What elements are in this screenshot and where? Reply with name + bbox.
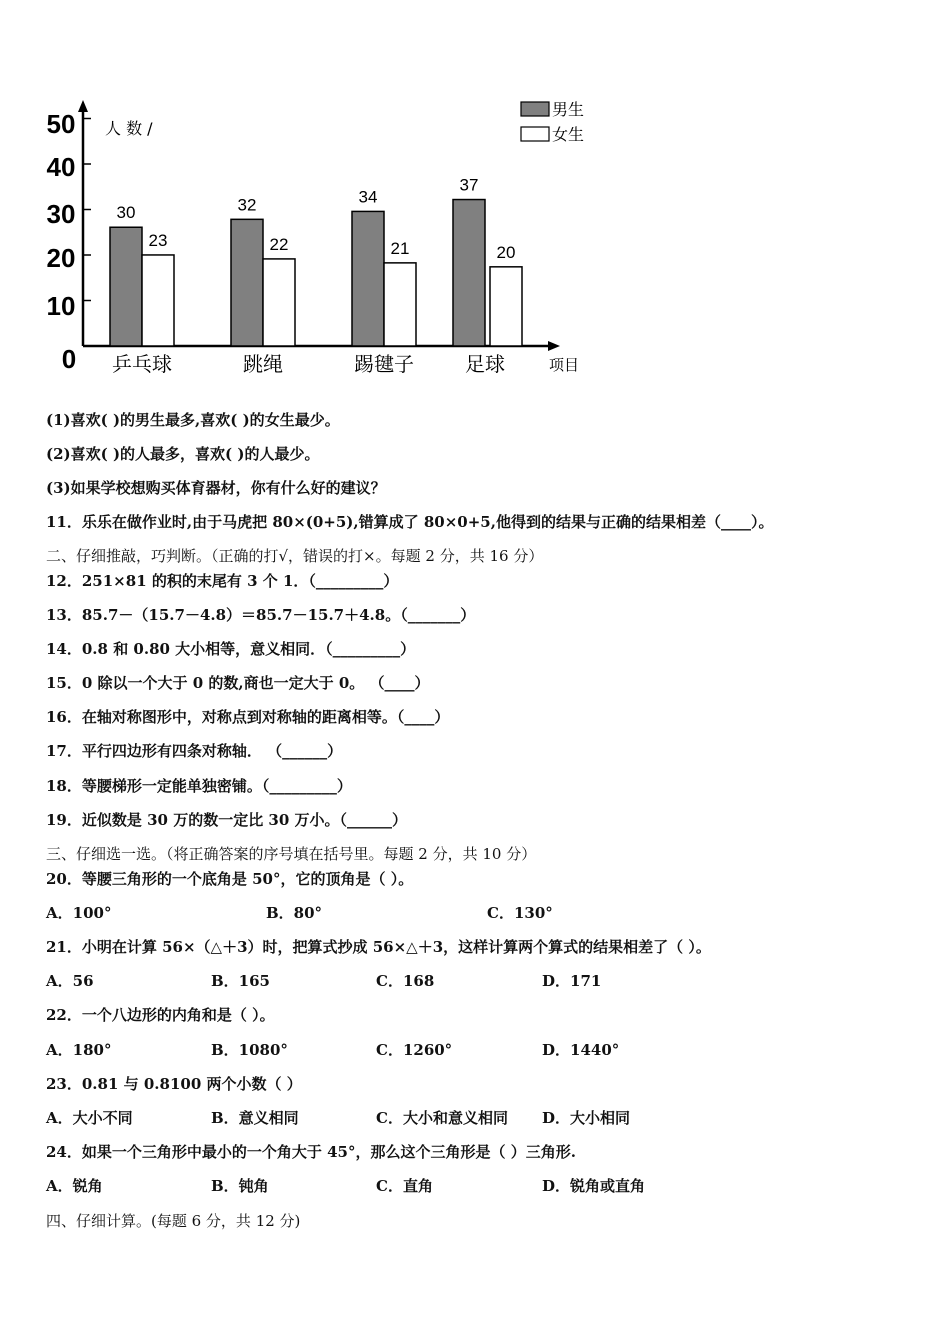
question-line: 24．如果一个三角形中最小的一个角大于 45°，那么这个三角形是（ ）三角形. bbox=[46, 1143, 576, 1161]
y-tick-label: 40 bbox=[46, 152, 76, 182]
option-d: D．大小相同 bbox=[542, 1109, 631, 1127]
bar-value-label: 22 bbox=[269, 234, 289, 254]
question-line: 22．一个八边形的内角和是（ ）。 bbox=[46, 1006, 275, 1024]
option-c: C．168 bbox=[376, 972, 435, 990]
y-axis-arrow bbox=[78, 100, 88, 112]
bar-value-label: 21 bbox=[390, 238, 410, 258]
y-tick-label: 30 bbox=[46, 199, 76, 229]
bar-girls bbox=[263, 259, 295, 346]
bar-girls bbox=[384, 263, 416, 346]
question-line: (2)喜欢( )的人最多，喜欢( )的人最少。 bbox=[46, 445, 320, 463]
bar-value-label: 32 bbox=[237, 195, 257, 215]
category-label: 踢毽子 bbox=[354, 352, 414, 376]
question-line: 13．85.7－（15.7－4.8）＝85.7－15.7＋4.8。（_______） bbox=[46, 606, 476, 624]
option-b: B．1080° bbox=[211, 1041, 288, 1059]
option-c: C．大小和意义相同 bbox=[376, 1109, 508, 1127]
option-c: C．直角 bbox=[376, 1177, 433, 1195]
option-d: D．1440° bbox=[542, 1041, 620, 1059]
option-b: B．80° bbox=[266, 904, 323, 922]
legend-swatch bbox=[521, 127, 549, 141]
category-label: 足球 bbox=[465, 352, 505, 376]
bar-girls bbox=[142, 255, 174, 346]
section-heading: 三、仔细选一选。（将正确答案的序号填在括号里。每题 2 分，共 10 分） bbox=[46, 845, 537, 863]
option-b: B．钝角 bbox=[211, 1177, 269, 1195]
section-heading: 四、仔细计算。(每题 6 分，共 12 分) bbox=[46, 1212, 301, 1230]
question-line: 19．近似数是 30 万的数一定比 30 万小。（______） bbox=[46, 811, 408, 829]
option-d: D．171 bbox=[542, 972, 602, 990]
bar-boys bbox=[352, 211, 384, 346]
bar-girls bbox=[490, 267, 522, 346]
option-b: B．意义相同 bbox=[211, 1109, 299, 1127]
bar-value-label: 20 bbox=[496, 242, 516, 262]
category-label: 跳绳 bbox=[243, 352, 283, 376]
question-line: 12．251×81 的积的末尾有 3 个 1．（_________） bbox=[46, 572, 399, 590]
bar-value-label: 37 bbox=[459, 175, 479, 195]
question-line: 23．0.81 与 0.8100 两个小数（ ） bbox=[46, 1075, 302, 1093]
y-tick-label: 0 bbox=[61, 344, 77, 374]
option-b: B．165 bbox=[211, 972, 270, 990]
bar-value-label: 30 bbox=[116, 203, 136, 223]
y-axis-label: 人 数 / bbox=[105, 119, 153, 138]
question-line: 14．0.8 和 0.80 大小相等，意义相同．（_________） bbox=[46, 640, 416, 658]
question-line: (3)如果学校想购买体育器材，你有什么好的建议？ bbox=[46, 479, 386, 497]
bar-boys bbox=[110, 227, 142, 346]
y-tick-label: 50 bbox=[46, 109, 76, 139]
option-c: C．1260° bbox=[376, 1041, 453, 1059]
bar-value-label: 34 bbox=[358, 187, 378, 207]
question-line: (1)喜欢( )的男生最多,喜欢( )的女生最少。 bbox=[46, 411, 340, 429]
question-line: 15．0 除以一个大于 0 的数,商也一定大于 0。 （____） bbox=[46, 674, 430, 692]
bar-value-label: 23 bbox=[148, 230, 168, 250]
option-c: C．130° bbox=[487, 904, 553, 922]
option-a: A．56 bbox=[46, 972, 94, 990]
bar-chart bbox=[30, 90, 610, 390]
question-line: 21．小明在计算 56×（△＋3）时，把算式抄成 56×△＋3，这样计算两个算式的结果相差了（ ）。 bbox=[46, 938, 711, 956]
question-line: 16．在轴对称图形中，对称点到对称轴的距离相等。（____） bbox=[46, 708, 450, 726]
legend-label: 男生 bbox=[552, 100, 585, 119]
bar-boys bbox=[453, 200, 485, 346]
option-d: D．锐角或直角 bbox=[542, 1177, 646, 1195]
option-a: A．大小不同 bbox=[46, 1109, 133, 1127]
bar-boys bbox=[231, 219, 263, 346]
question-line: 11．乐乐在做作业时,由于马虎把 80×(0+5),错算成了 80×0+5,他得到的结果与正确的结果相差（____）。 bbox=[46, 513, 774, 531]
legend-label: 女生 bbox=[552, 125, 585, 144]
category-label: 乒乓球 bbox=[112, 352, 172, 376]
question-line: 20．等腰三角形的一个底角是 50°，它的顶角是（ ）。 bbox=[46, 870, 414, 888]
option-a: A．100° bbox=[46, 904, 112, 922]
y-tick-label: 20 bbox=[46, 243, 76, 273]
question-line: 18．等腰梯形一定能单独密铺。（_________） bbox=[46, 777, 352, 795]
option-a: A．锐角 bbox=[46, 1177, 103, 1195]
y-tick-label: 10 bbox=[46, 291, 76, 321]
x-axis-arrow bbox=[548, 341, 560, 351]
legend-swatch bbox=[521, 102, 549, 116]
x-axis-label: 项目 bbox=[549, 356, 580, 374]
question-line: 17．平行四边形有四条对称轴． （______） bbox=[46, 742, 343, 760]
option-a: A．180° bbox=[46, 1041, 112, 1059]
section-heading: 二、仔细推敲，巧判断。（正确的打√，错误的打×。每题 2 分，共 16 分） bbox=[46, 547, 544, 565]
